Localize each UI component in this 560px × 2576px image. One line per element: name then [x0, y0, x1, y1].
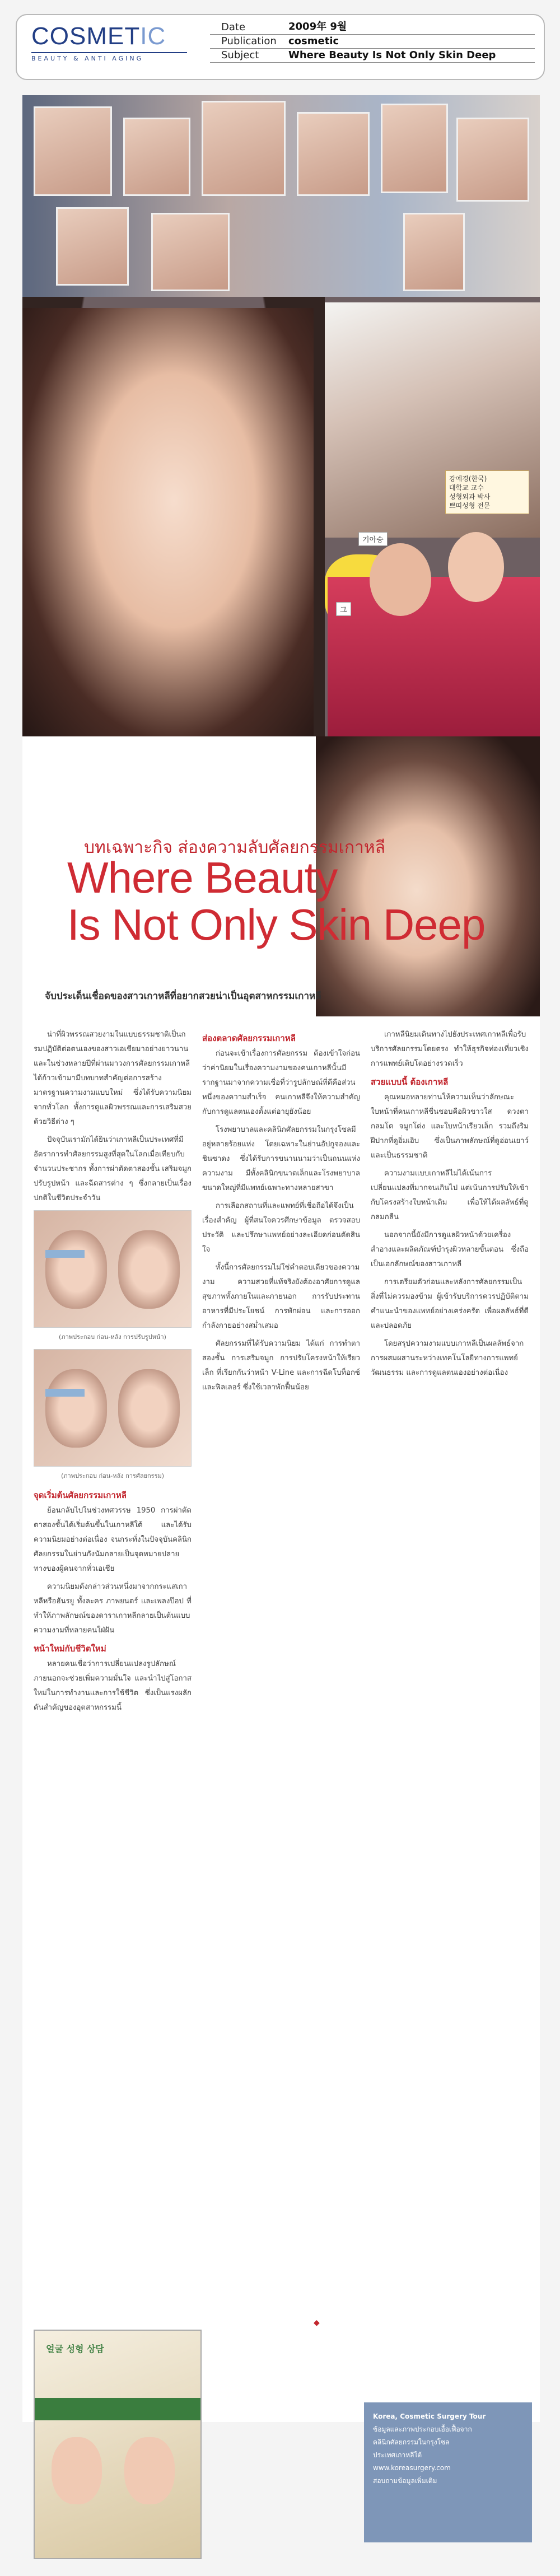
- info-line: ข้อมูลและภาพประกอบเอื้อเฟื้อจาก: [373, 2425, 472, 2433]
- thumbnail-photo: [56, 207, 129, 286]
- cosmetic-logo: [31, 23, 199, 62]
- book-face-photo: [52, 2437, 102, 2504]
- figure-caption: (ภาพประกอบ ก่อน-หลัง การศัลยกรรม): [60, 1472, 165, 1480]
- paragraph: การเตรียมตัวก่อนและหลังการศัลยกรรมเป็นสิ่งที่ไม่ควรมองข้าม ผู้เข้ารับบริการควรปฏิบัติตามคำแนะนำของแพทย์อย่างเคร่งครัด เพื่อผลลัพธ์ที่ดีและปลอดภัย: [371, 1278, 529, 1330]
- headline-line-2: Is Not Only Skin Deep: [67, 900, 486, 949]
- column-3: [371, 1028, 529, 1384]
- model-portrait: [22, 308, 314, 736]
- info-line: สอบถามข้อมูลเพิ่มเติม: [373, 2477, 437, 2485]
- face-photo: [118, 1230, 180, 1309]
- info-line: www.koreasurgery.com: [373, 2464, 451, 2472]
- woman-face: [370, 543, 431, 616]
- logo-main-b: IC: [140, 22, 166, 50]
- meta-key: Publication: [221, 35, 277, 47]
- woman-face: [448, 532, 504, 602]
- two-women-photo: [328, 577, 540, 736]
- paragraph: น่าที่ผิวพรรณสวยงามในแบบธรรมชาติเป็นกรมปฏิบัติต่อตนเองของสาวเอเชียมาอย่างยาวนาน และในช่วงหลายปีที่ผ่านมาวงการศัลยกรรมเกาหลีได้ก้าวเข้ามามีบทบาทสำคัญต่อการสร้างมาตรฐานความงามแบบใหม่ ซึ่งได้รับความนิยมจากทั่วโลก ทั้งการดูแลผิวพรรณและการเสริมสวยด้วยวิธีต่าง ๆ: [34, 1030, 192, 1126]
- paragraph: โรงพยาบาลและคลินิกศัลยกรรมในกรุงโซลมีอยู่หลายร้อยแห่ง โดยเฉพาะในย่านอัปกูจองและชินซาดง ซึ่งได้รับการขนานนามว่าเป็นถนนแห่งความงาม มีทั้งคลินิกขนาดเล็กและโรงพยาบาลขนาดใหญ่ที่มีแพทย์เฉพาะทางหลายสาขา: [202, 1126, 360, 1192]
- article-body: [22, 1016, 540, 2422]
- before-after-figure: [34, 1349, 192, 1467]
- section-heading: จุดเริ่มต้นศัลยกรรมเกาหลี: [34, 1490, 127, 1500]
- meta-key: Date: [221, 21, 246, 33]
- thumbnail-photo: [34, 106, 112, 196]
- clipping-meta: [210, 21, 535, 63]
- paragraph: ปัจจุบันเรามักได้ยินว่าเกาหลีเป็นประเทศที่มีอัตราการทำศัลยกรรมสูงที่สุดในโลกเมื่อเทียบกับจำนวนประชากร ทั้งการผ่าตัดตาสองชั้น เสริมจมูก ปรับรูปหน้า และฉีดสารต่าง ๆ ซึ่งกลายเป็นเรื่องปกติในชีวิตประจำวัน: [34, 1136, 192, 1202]
- info-line: Korea, Cosmetic Surgery Tour: [373, 2412, 486, 2420]
- article-subtitle: จับประเด็นเชื่อดของสาวเกาหลีที่อยากสวยน่าเป็นอุตสาหกรรมเกาหลี: [45, 991, 321, 1002]
- paragraph: เกาหลีนิยมเดินทางไปยังประเทศเกาหลีเพื่อรับบริการศัลยกรรมโดยตรง ทำให้ธุรกิจท่องเที่ยวเชิงการแพทย์เติบโตอย่างรวดเร็ว: [371, 1030, 529, 1068]
- column-1: [34, 1028, 192, 1719]
- english-headline: [67, 854, 485, 948]
- thumbnail-photo: [123, 118, 190, 196]
- section-heading: สวยแบบนี้ ต้องเกาหลี: [371, 1077, 449, 1087]
- info-line: ประเทศเกาหลีใต้: [373, 2451, 422, 2459]
- privacy-bar: [45, 1250, 85, 1258]
- info-line: คลินิกศัลยกรรมในกรุงโซล: [373, 2438, 450, 2446]
- book-cover-photo: [34, 2330, 202, 2559]
- paragraph: โดยสรุปความงามแบบเกาหลีเป็นผลลัพธ์จากการผสมผสานระหว่างเทคโนโลยีทางการแพทย์ วัฒนธรรม และการดูแลตนเองอย่างต่อเนื่อง: [371, 1340, 524, 1377]
- thumbnail-photo: [297, 112, 370, 196]
- thumbnail-photo: [456, 118, 529, 202]
- article-end-mark: ◆: [314, 2318, 320, 2327]
- face-photo: [45, 1230, 107, 1309]
- doctor-caption: 강예경(한국) 대학교 교수 성형외과 박사 쁘띠성형 전문: [445, 470, 529, 514]
- article-title-block: [22, 736, 540, 1016]
- paragraph: ย้อนกลับไปในช่วงทศวรรษ 1950 การผ่าตัดตาสองชั้นได้เริ่มต้นขึ้นในเกาหลีใต้ และได้รับความนิยมอย่างต่อเนื่อง จนกระทั่งในปัจจุบันคลินิกศัลยกรรมในย่านกังนัมกลายเป็นจุดหมายปลายทางของผู้คนจากทั่วเอเชีย: [34, 1506, 192, 1573]
- face-photo: [45, 1369, 107, 1448]
- paragraph: ทั้งนี้การศัลยกรรมไม่ใช่คำตอบเดียวของความงาม ความสวยที่แท้จริงยังต้องอาศัยการดูแลสุขภาพทั้งภายในและภายนอก การรับประทานอาหารที่มีประโยชน์ การพักผ่อน และการออกกำลังกายอย่างสม่ำเสมอ: [202, 1263, 360, 1330]
- thumbnail-photo: [151, 213, 230, 291]
- meta-value: 2009年 9월: [288, 21, 347, 32]
- page-header: [16, 14, 545, 80]
- privacy-bar: [45, 1389, 85, 1397]
- logo-main-a: COSMET: [31, 22, 141, 50]
- headline-line-1: Where Beauty: [67, 853, 338, 902]
- book-band: [35, 2398, 200, 2420]
- info-box: [364, 2402, 532, 2542]
- paragraph: ความงามแบบเกาหลีไม่ได้เน้นการเปลี่ยนแปลงที่มากจนเกินไป แต่เน้นการปรับให้เข้ากับโครงสร้างใบหน้าเดิม เพื่อให้ได้ผลลัพธ์ที่ดูกลมกลืน: [371, 1169, 529, 1221]
- paragraph: คุณหมอหลายท่านให้ความเห็นว่าลักษณะใบหน้าที่คนเกาหลีชื่นชอบคือผิวขาวใส ดวงตากลมโต จมูกโด่ง และใบหน้าเรียวเล็ก รวมถึงริมฝีปากที่ดูอิ่มเอิบ ซึ่งเป็นภาพลักษณ์ที่ดูอ่อนเยาว์และเป็นธรรมชาติ: [371, 1093, 529, 1160]
- paragraph: ก่อนจะเข้าเรื่องการศัลยกรรม ต้องเข้าใจก่อนว่าค่านิยมในเรื่องความงามของคนเกาหลีนั้นมีรากฐานมาจากความเชื่อที่ว่ารูปลักษณ์ที่ดีคือส่วนหนึ่งของความสำเร็จ คนเกาหลีจึงให้ความสำคัญกับการดูแลตนเองตั้งแต่อายุยังน้อย: [202, 1049, 360, 1116]
- hero-collage: [22, 95, 540, 736]
- meta-row-publication: [210, 35, 535, 49]
- paragraph: การเลือกสถานที่และแพทย์ที่เชื่อถือได้จึงเป็นเรื่องสำคัญ ผู้ที่สนใจควรศึกษาข้อมูล ตรวจสอบประวัติ และปรึกษาแพทย์อย่างละเอียดก่อนตัดสินใจ: [202, 1202, 360, 1254]
- before-after-figure: [34, 1210, 192, 1328]
- thai-headline: บทเฉพาะกิจ ส่องความลับศัลยกรรมเกาหลี: [84, 838, 386, 857]
- figure-caption: (ภาพประกอบ ก่อน-หลัง การปรับรูปหน้า): [59, 1333, 166, 1341]
- meta-row-date: [210, 21, 535, 35]
- thumbnail-photo: [403, 213, 465, 291]
- section-heading: ส่องตลาดศัลยกรรมเกาหลี: [202, 1033, 296, 1043]
- meta-value: cosmetic: [288, 35, 339, 47]
- thumbnail-photo: [202, 101, 286, 196]
- paragraph: ศัลยกรรมที่ได้รับความนิยม ได้แก่ การทำตาสองชั้น การเสริมจมูก การปรับโครงหน้าให้เรียวเล็ก ที่เรียกกันว่าหน้า V-Line และการฉีดโบท็อกซ์และฟิลเลอร์ ซึ่งใช้เวลาพักฟื้นน้อย: [202, 1340, 360, 1392]
- thumbnail-photo: [381, 104, 448, 193]
- name-sticker: 기아승: [358, 532, 388, 546]
- paragraph: หลายคนเชื่อว่าการเปลี่ยนแปลงรูปลักษณ์ภายนอกจะช่วยเพิ่มความมั่นใจ และนำไปสู่โอกาสใหม่ในการทำงานและการใช้ชีวิต ซึ่งเป็นแรงผลักดันสำคัญของอุตสาหกรรมนี้: [34, 1660, 192, 1712]
- section-heading: หน้าใหม่กับชีวิตใหม่: [34, 1644, 106, 1654]
- meta-row-subject: [210, 49, 535, 63]
- column-2: [202, 1028, 360, 1398]
- paragraph: นอกจากนี้ยังมีการดูแลผิวหน้าด้วยเครื่องสำอางและผลิตภัณฑ์บำรุงผิวหลายขั้นตอน ซึ่งถือเป็นเอกลักษณ์ของสาวเกาหลี: [371, 1231, 529, 1268]
- meta-key: Subject: [221, 49, 259, 61]
- book-face-photo: [124, 2437, 175, 2504]
- name-sticker: 그: [336, 602, 351, 616]
- logo-subtitle: BEAUTY & ANTI AGING: [31, 52, 187, 62]
- book-title: 얼굴 성형 상담: [46, 2344, 104, 2354]
- paragraph: ความนิยมดังกล่าวส่วนหนึ่งมาจากกระแสเกาหลีหรือฮันรยู ทั้งละคร ภาพยนตร์ และเพลงป๊อป ที่ทำให้ภาพลักษณ์ของดาราเกาหลีกลายเป็นต้นแบบความงามที่หลายคนใฝ่ฝัน: [34, 1583, 192, 1635]
- meta-value: Where Beauty Is Not Only Skin Deep: [288, 49, 496, 61]
- face-photo: [118, 1369, 180, 1448]
